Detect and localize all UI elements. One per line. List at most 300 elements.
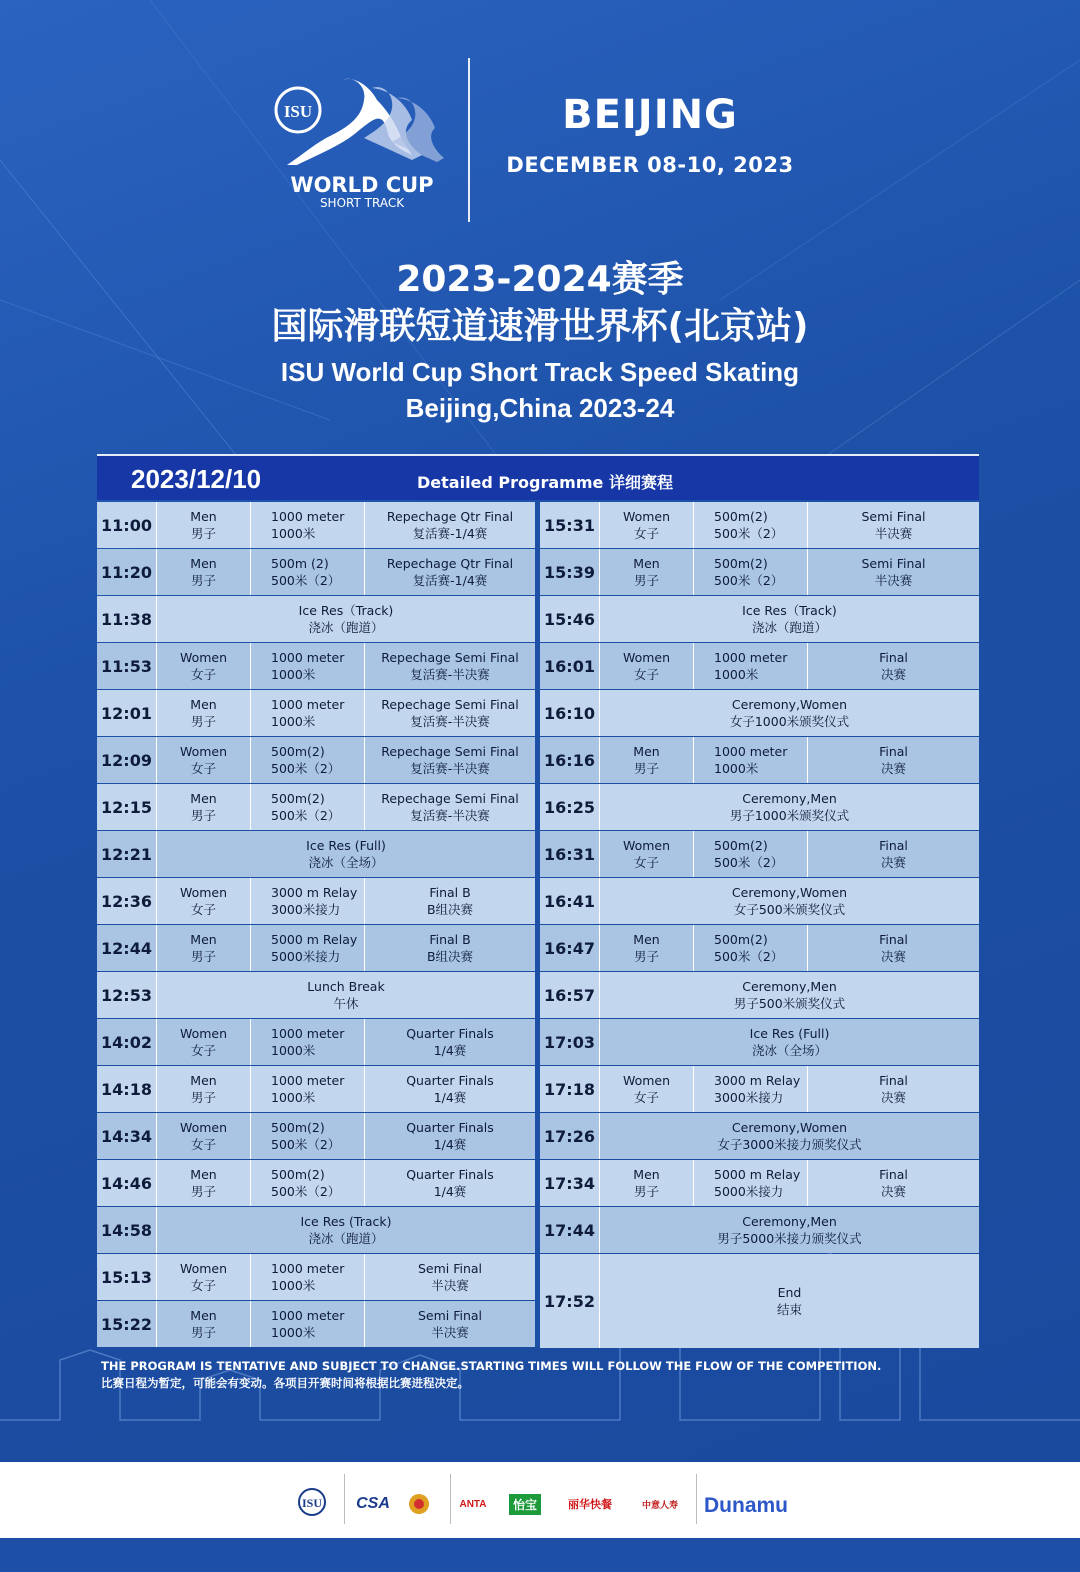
disclaimer bbox=[101, 1358, 881, 1392]
logo-title: WORLD CUP bbox=[290, 173, 434, 197]
stage-cell-text: Semi Final bbox=[417, 1261, 483, 1276]
stage-cell bbox=[365, 737, 535, 783]
distance-cell bbox=[694, 925, 808, 971]
distance-cell bbox=[694, 502, 808, 548]
time-cell-text: 15:31 bbox=[544, 515, 595, 535]
stage-cell-text: 1/4赛 bbox=[433, 1090, 467, 1105]
time-cell-text: 11:53 bbox=[101, 656, 152, 676]
gender-cell-text: Women bbox=[179, 650, 228, 665]
distance-cell-text: 500m (2) bbox=[271, 556, 329, 571]
distance-cell-text: 500米（2） bbox=[714, 573, 784, 588]
gender-cell-text: 女子 bbox=[190, 761, 216, 776]
stage-cell-text: Repechage Semi Final bbox=[381, 650, 519, 665]
distance-cell bbox=[694, 549, 808, 595]
stage-cell-text: 复活赛-1/4赛 bbox=[412, 526, 488, 541]
stage-cell-text: 复活赛-半决赛 bbox=[410, 667, 490, 682]
gender-cell-text: 男子 bbox=[190, 808, 216, 823]
stage-cell-text: Quarter Finals bbox=[406, 1120, 494, 1135]
stage-cell-text: Repechage Qtr Final bbox=[386, 509, 514, 524]
stage-cell-text: B组决赛 bbox=[426, 949, 474, 964]
time-cell-text: 15:39 bbox=[544, 562, 595, 582]
activity-cell bbox=[600, 1113, 979, 1159]
stage-cell-text: Final bbox=[879, 932, 908, 947]
activity-cell bbox=[157, 1207, 535, 1253]
activity-cell bbox=[157, 596, 535, 642]
table-row bbox=[540, 1160, 979, 1206]
event-title-cn: 国际滑联短道速滑世界杯(北京站) bbox=[271, 306, 809, 347]
event-location-en: Beijing,China 2023-24 bbox=[405, 393, 675, 423]
table-row bbox=[540, 596, 979, 642]
time-cell bbox=[540, 690, 600, 736]
activity-cell bbox=[600, 878, 979, 924]
stage-cell-text: 决赛 bbox=[880, 1184, 906, 1199]
stage-cell-text: 复活赛-半决赛 bbox=[410, 808, 490, 823]
gender-cell-text: Women bbox=[622, 650, 671, 665]
activity-cell-text: Ice Res（Track) bbox=[742, 603, 837, 618]
time-cell bbox=[540, 737, 600, 783]
time-cell bbox=[97, 1160, 157, 1206]
time-cell-text: 12:44 bbox=[101, 938, 152, 958]
time-cell-text: 17:52 bbox=[544, 1291, 595, 1311]
table-row bbox=[97, 502, 535, 548]
stage-cell-text: 决赛 bbox=[880, 667, 906, 682]
time-cell-text: 12:15 bbox=[101, 797, 152, 817]
event-dates: DECEMBER 08-10, 2023 bbox=[506, 153, 794, 177]
stage-cell-text: 复活赛-半决赛 bbox=[410, 714, 490, 729]
distance-cell-text: 5000 m Relay bbox=[714, 1167, 801, 1182]
distance-cell bbox=[251, 549, 365, 595]
gender-cell bbox=[157, 878, 251, 924]
gender-cell-text: 男子 bbox=[633, 949, 659, 964]
cbest-logo: 怡宝 bbox=[502, 1482, 548, 1526]
time-cell-text: 12:01 bbox=[101, 703, 152, 723]
distance-cell bbox=[251, 1113, 365, 1159]
activity-cell-text: Ceremony,Men bbox=[742, 1214, 837, 1229]
table-row bbox=[97, 643, 535, 689]
csa-logo: CSA bbox=[356, 1495, 390, 1512]
stage-cell-text: B组决赛 bbox=[426, 902, 474, 917]
activity-cell-text: 浇冰（跑道） bbox=[751, 620, 827, 635]
stage-cell bbox=[365, 1019, 535, 1065]
gender-cell bbox=[600, 737, 694, 783]
programme-heading: Detailed Programme 详细赛程 bbox=[417, 473, 673, 492]
activity-cell bbox=[600, 1254, 979, 1348]
time-cell-text: 17:26 bbox=[544, 1126, 595, 1146]
distance-cell-text: 1000米 bbox=[271, 667, 316, 682]
time-cell-text: 15:13 bbox=[101, 1267, 152, 1287]
activity-cell-text: 男子5000米接力颁奖仪式 bbox=[717, 1231, 862, 1246]
distance-cell-text: 500m(2) bbox=[271, 744, 325, 759]
lihua-logo: 丽华快餐 bbox=[568, 1498, 612, 1511]
stage-cell bbox=[365, 643, 535, 689]
distance-cell-text: 3000 m Relay bbox=[714, 1073, 801, 1088]
activity-cell bbox=[600, 1019, 979, 1065]
gender-cell bbox=[157, 1160, 251, 1206]
activity-cell-text: Ice Res (Full) bbox=[749, 1026, 830, 1041]
time-cell-text: 16:47 bbox=[544, 938, 595, 958]
time-cell bbox=[540, 878, 600, 924]
gender-cell-text: 男子 bbox=[633, 1184, 659, 1199]
activity-cell bbox=[600, 1207, 979, 1253]
distance-cell-text: 500m(2) bbox=[714, 556, 768, 571]
time-cell bbox=[97, 972, 157, 1018]
disclaimer-en: THE PROGRAM IS TENTATIVE AND SUBJECT TO CHANGE.STARTING TIMES WILL FOLLOW THE FLOW OF THE COMPETITION. bbox=[101, 1359, 882, 1373]
stage-cell-text: 复活赛-半决赛 bbox=[410, 761, 490, 776]
distance-cell-text: 1000米 bbox=[714, 761, 759, 776]
distance-cell-text: 1000 meter bbox=[271, 650, 345, 665]
stage-cell bbox=[365, 784, 535, 830]
isu-badge: ISU bbox=[283, 102, 313, 121]
stage-cell bbox=[365, 1066, 535, 1112]
stage-cell-text: Semi Final bbox=[861, 509, 926, 524]
bottom-bar bbox=[0, 1538, 1080, 1572]
activity-cell-text: 浇冰（全场） bbox=[308, 855, 384, 870]
time-cell-text: 16:10 bbox=[544, 703, 595, 723]
gender-cell-text: 女子 bbox=[633, 1090, 659, 1105]
stage-cell-text: 决赛 bbox=[880, 855, 906, 870]
activity-cell-text: Ceremony,Men bbox=[742, 791, 837, 806]
activity-cell-text: 午休 bbox=[333, 996, 359, 1011]
table-row bbox=[97, 784, 535, 830]
time-cell bbox=[540, 831, 600, 877]
table-row bbox=[540, 784, 979, 830]
distance-cell bbox=[251, 502, 365, 548]
time-cell-text: 16:25 bbox=[544, 797, 595, 817]
gender-cell-text: 女子 bbox=[633, 667, 659, 682]
time-cell bbox=[97, 1254, 157, 1300]
gender-cell-text: 男子 bbox=[190, 949, 216, 964]
stage-cell bbox=[808, 737, 979, 783]
distance-cell-text: 500m(2) bbox=[271, 791, 325, 806]
gender-cell-text: Women bbox=[179, 885, 228, 900]
gender-cell-text: Men bbox=[190, 1308, 217, 1323]
stage-cell bbox=[365, 1301, 535, 1347]
distance-cell bbox=[251, 1066, 365, 1112]
distance-cell-text: 500米（2） bbox=[271, 573, 341, 588]
gender-cell-text: Women bbox=[179, 1261, 228, 1276]
gender-cell-text: Men bbox=[190, 1167, 217, 1182]
time-cell bbox=[97, 1207, 157, 1253]
time-cell bbox=[97, 643, 157, 689]
gender-cell-text: 女子 bbox=[190, 667, 216, 682]
activity-cell-text: 女子500米颁奖仪式 bbox=[733, 902, 846, 917]
gender-cell-text: Men bbox=[190, 791, 217, 806]
stage-cell-text: 决赛 bbox=[880, 949, 906, 964]
stage-cell-text: 决赛 bbox=[880, 761, 906, 776]
time-cell bbox=[97, 596, 157, 642]
table-row bbox=[540, 1113, 979, 1159]
gender-cell-text: 男子 bbox=[190, 714, 216, 729]
time-cell bbox=[97, 1066, 157, 1112]
activity-cell-text: Ice Res (Track) bbox=[300, 1214, 392, 1229]
gender-cell-text: Men bbox=[633, 1167, 660, 1182]
stage-cell-text: 半决赛 bbox=[431, 1278, 469, 1293]
activity-cell-text: 浇冰（全场） bbox=[751, 1043, 827, 1058]
distance-cell-text: 1000 meter bbox=[271, 509, 345, 524]
distance-cell-text: 500米（2） bbox=[714, 526, 784, 541]
distance-cell-text: 500m(2) bbox=[714, 509, 768, 524]
distance-cell-text: 500m(2) bbox=[271, 1120, 325, 1135]
disclaimer-cn: 比赛日程为暂定，可能会有变动。各项目开赛时间将根据比赛进程决定。 bbox=[101, 1376, 469, 1390]
distance-cell bbox=[251, 1019, 365, 1065]
time-cell bbox=[540, 784, 600, 830]
distance-cell bbox=[251, 1301, 365, 1347]
gender-cell-text: Women bbox=[622, 838, 671, 853]
time-cell-text: 14:46 bbox=[101, 1173, 152, 1193]
gender-cell-text: Men bbox=[190, 1073, 217, 1088]
distance-cell-text: 500m(2) bbox=[714, 838, 768, 853]
distance-cell bbox=[694, 643, 808, 689]
gender-cell-text: Women bbox=[622, 509, 671, 524]
table-row bbox=[540, 1254, 979, 1348]
distance-cell bbox=[251, 643, 365, 689]
time-cell-text: 15:22 bbox=[101, 1314, 152, 1334]
generali-china-logo: 中意人寿 bbox=[641, 1500, 678, 1511]
gender-cell bbox=[157, 1066, 251, 1112]
time-cell bbox=[540, 925, 600, 971]
time-cell bbox=[540, 1019, 600, 1065]
distance-cell-text: 3000米接力 bbox=[271, 902, 341, 917]
distance-cell-text: 500米（2） bbox=[271, 1184, 341, 1199]
footer-divider bbox=[450, 1474, 451, 1524]
table-row bbox=[540, 737, 979, 783]
time-cell bbox=[540, 643, 600, 689]
stage-cell bbox=[808, 549, 979, 595]
time-cell-text: 16:01 bbox=[544, 656, 595, 676]
gender-cell bbox=[157, 737, 251, 783]
activity-cell bbox=[157, 972, 535, 1018]
distance-cell bbox=[251, 784, 365, 830]
distance-cell-text: 1000 meter bbox=[714, 650, 788, 665]
gender-cell bbox=[157, 690, 251, 736]
time-cell bbox=[97, 502, 157, 548]
gender-cell bbox=[157, 784, 251, 830]
time-cell bbox=[97, 878, 157, 924]
stage-cell bbox=[808, 1160, 979, 1206]
logo-subtitle: SHORT TRACK bbox=[319, 196, 405, 210]
distance-cell-text: 1000米 bbox=[271, 1278, 316, 1293]
gender-cell bbox=[157, 643, 251, 689]
time-cell-text: 17:44 bbox=[544, 1220, 595, 1240]
gender-cell-text: Women bbox=[179, 1026, 228, 1041]
distance-cell-text: 500米（2） bbox=[714, 855, 784, 870]
stage-cell-text: 复活赛-1/4赛 bbox=[412, 573, 488, 588]
time-cell bbox=[540, 1113, 600, 1159]
table-row bbox=[97, 1113, 535, 1159]
gender-cell bbox=[157, 1113, 251, 1159]
time-cell bbox=[97, 690, 157, 736]
time-cell-text: 14:58 bbox=[101, 1220, 152, 1240]
activity-cell-text: Lunch Break bbox=[307, 979, 385, 994]
gender-cell bbox=[600, 549, 694, 595]
time-cell-text: 11:00 bbox=[101, 515, 152, 535]
time-cell bbox=[97, 549, 157, 595]
gender-cell-text: 男子 bbox=[190, 1184, 216, 1199]
distance-cell-text: 1000米 bbox=[271, 526, 316, 541]
table-row bbox=[97, 1160, 535, 1206]
stage-cell bbox=[365, 690, 535, 736]
time-cell bbox=[540, 1066, 600, 1112]
activity-cell bbox=[600, 596, 979, 642]
stage-cell-text: 半决赛 bbox=[431, 1325, 469, 1340]
stage-cell bbox=[808, 831, 979, 877]
programme-date: 2023/12/10 bbox=[131, 464, 262, 494]
time-cell-text: 17:03 bbox=[544, 1032, 595, 1052]
activity-cell-text: 男子500米颁奖仪式 bbox=[733, 996, 846, 1011]
time-cell-text: 16:16 bbox=[544, 750, 595, 770]
event-title-en: ISU World Cup Short Track Speed Skating bbox=[280, 357, 800, 387]
gender-cell-text: 女子 bbox=[633, 526, 659, 541]
distance-cell bbox=[251, 1254, 365, 1300]
table-row bbox=[97, 690, 535, 736]
gender-cell-text: 男子 bbox=[190, 573, 216, 588]
gender-cell-text: Women bbox=[179, 744, 228, 759]
distance-cell bbox=[694, 737, 808, 783]
activity-cell-text: Ice Res (Full) bbox=[306, 838, 386, 853]
time-cell-text: 14:02 bbox=[101, 1032, 152, 1052]
distance-cell-text: 1000 meter bbox=[271, 1261, 345, 1276]
distance-cell-text: 1000米 bbox=[271, 714, 316, 729]
table-row bbox=[97, 1066, 535, 1112]
time-cell bbox=[540, 1254, 600, 1348]
gender-cell bbox=[157, 1019, 251, 1065]
activity-cell bbox=[600, 690, 979, 736]
activity-cell-text: 结束 bbox=[776, 1302, 802, 1317]
table-row bbox=[97, 1207, 535, 1253]
time-cell-text: 14:34 bbox=[101, 1126, 152, 1146]
stage-cell-text: Repechage Semi Final bbox=[381, 697, 519, 712]
distance-cell-text: 1000 meter bbox=[271, 1026, 345, 1041]
activity-cell bbox=[600, 784, 979, 830]
distance-cell-text: 1000 meter bbox=[714, 744, 788, 759]
distance-cell-text: 1000米 bbox=[271, 1090, 316, 1105]
time-cell bbox=[540, 1160, 600, 1206]
activity-cell-text: 女子3000米接力颁奖仪式 bbox=[717, 1137, 862, 1152]
distance-cell-text: 3000 m Relay bbox=[271, 885, 358, 900]
stage-cell-text: Repechage Semi Final bbox=[381, 744, 519, 759]
time-cell-text: 16:41 bbox=[544, 891, 595, 911]
gender-cell bbox=[600, 831, 694, 877]
distance-cell bbox=[694, 1066, 808, 1112]
distance-cell bbox=[251, 925, 365, 971]
distance-cell-text: 1000米 bbox=[271, 1043, 316, 1058]
time-cell bbox=[97, 1113, 157, 1159]
distance-cell-text: 1000米 bbox=[714, 667, 759, 682]
table-header bbox=[97, 454, 979, 500]
gender-cell-text: Men bbox=[190, 509, 217, 524]
distance-cell-text: 5000米接力 bbox=[714, 1184, 784, 1199]
activity-cell-text: 女子1000米颁奖仪式 bbox=[729, 714, 850, 729]
table-row bbox=[97, 972, 535, 1018]
table-row bbox=[97, 737, 535, 783]
table-row bbox=[540, 643, 979, 689]
stage-cell bbox=[365, 1160, 535, 1206]
distance-cell-text: 500米（2） bbox=[271, 761, 341, 776]
gender-cell bbox=[157, 1254, 251, 1300]
stage-cell bbox=[808, 502, 979, 548]
table-row bbox=[97, 596, 535, 642]
activity-cell-text: Ceremony,Women bbox=[731, 885, 848, 900]
distance-cell-text: 5000 m Relay bbox=[271, 932, 358, 947]
distance-cell bbox=[251, 878, 365, 924]
svg-text:ISU: ISU bbox=[301, 1496, 323, 1510]
distance-cell bbox=[251, 737, 365, 783]
stage-cell bbox=[365, 549, 535, 595]
gender-cell-text: 女子 bbox=[633, 855, 659, 870]
gender-cell-text: 男子 bbox=[633, 761, 659, 776]
stage-cell-text: Repechage Semi Final bbox=[381, 791, 519, 806]
gender-cell-text: 男子 bbox=[190, 1325, 216, 1340]
header-divider bbox=[468, 58, 470, 222]
activity-cell bbox=[600, 972, 979, 1018]
gender-cell-text: Men bbox=[190, 932, 217, 947]
city-title: BEIJING bbox=[562, 92, 738, 138]
programme-table bbox=[97, 454, 979, 1346]
time-cell-text: 15:46 bbox=[544, 609, 595, 629]
time-cell-text: 14:18 bbox=[101, 1079, 152, 1099]
time-cell bbox=[540, 549, 600, 595]
stage-cell-text: Final B bbox=[429, 932, 471, 947]
activity-cell-text: End bbox=[777, 1285, 802, 1300]
gender-cell-text: Men bbox=[633, 744, 660, 759]
table-row bbox=[97, 878, 535, 924]
activity-cell-text: 男子1000米颁奖仪式 bbox=[729, 808, 850, 823]
activity-cell-text: Ceremony,Women bbox=[731, 697, 848, 712]
gender-cell-text: 女子 bbox=[190, 1137, 216, 1152]
gender-cell bbox=[600, 643, 694, 689]
stage-cell bbox=[808, 643, 979, 689]
stage-cell-text: Final bbox=[879, 1167, 908, 1182]
gender-cell bbox=[600, 1066, 694, 1112]
table-row bbox=[97, 925, 535, 971]
footer-divider bbox=[344, 1474, 345, 1524]
gender-cell bbox=[600, 925, 694, 971]
distance-cell-text: 500米（2） bbox=[714, 949, 784, 964]
isu-sponsor-logo bbox=[284, 1482, 340, 1526]
gender-cell-text: 男子 bbox=[190, 1090, 216, 1105]
table-row bbox=[540, 925, 979, 971]
table-row bbox=[97, 831, 535, 877]
time-cell bbox=[540, 502, 600, 548]
distance-cell-text: 1000米 bbox=[271, 1325, 316, 1340]
stage-cell-text: 半决赛 bbox=[874, 573, 913, 588]
stage-cell bbox=[365, 1113, 535, 1159]
table-row bbox=[540, 549, 979, 595]
gender-cell-text: Men bbox=[190, 556, 217, 571]
gender-cell bbox=[157, 502, 251, 548]
distance-cell-text: 1000 meter bbox=[271, 1073, 345, 1088]
beijing-sport-logo bbox=[402, 1482, 436, 1526]
distance-cell-text: 1000 meter bbox=[271, 697, 345, 712]
dunamu-logo: Dunamu bbox=[704, 1494, 788, 1517]
stage-cell bbox=[808, 1066, 979, 1112]
distance-cell bbox=[251, 690, 365, 736]
gender-cell-text: 女子 bbox=[190, 902, 216, 917]
stage-cell-text: Semi Final bbox=[417, 1308, 483, 1323]
gender-cell bbox=[157, 925, 251, 971]
season-title-cn: 2023-2024赛季 bbox=[396, 259, 684, 300]
footer-divider bbox=[696, 1474, 697, 1524]
gender-cell bbox=[157, 549, 251, 595]
stage-cell bbox=[365, 878, 535, 924]
stage-cell-text: 1/4赛 bbox=[433, 1137, 467, 1152]
stage-cell-text: Final bbox=[879, 650, 908, 665]
titles bbox=[0, 258, 1080, 426]
time-cell bbox=[97, 784, 157, 830]
stage-cell-text: Final B bbox=[429, 885, 471, 900]
table-row bbox=[540, 831, 979, 877]
distance-cell-text: 500米（2） bbox=[271, 808, 341, 823]
